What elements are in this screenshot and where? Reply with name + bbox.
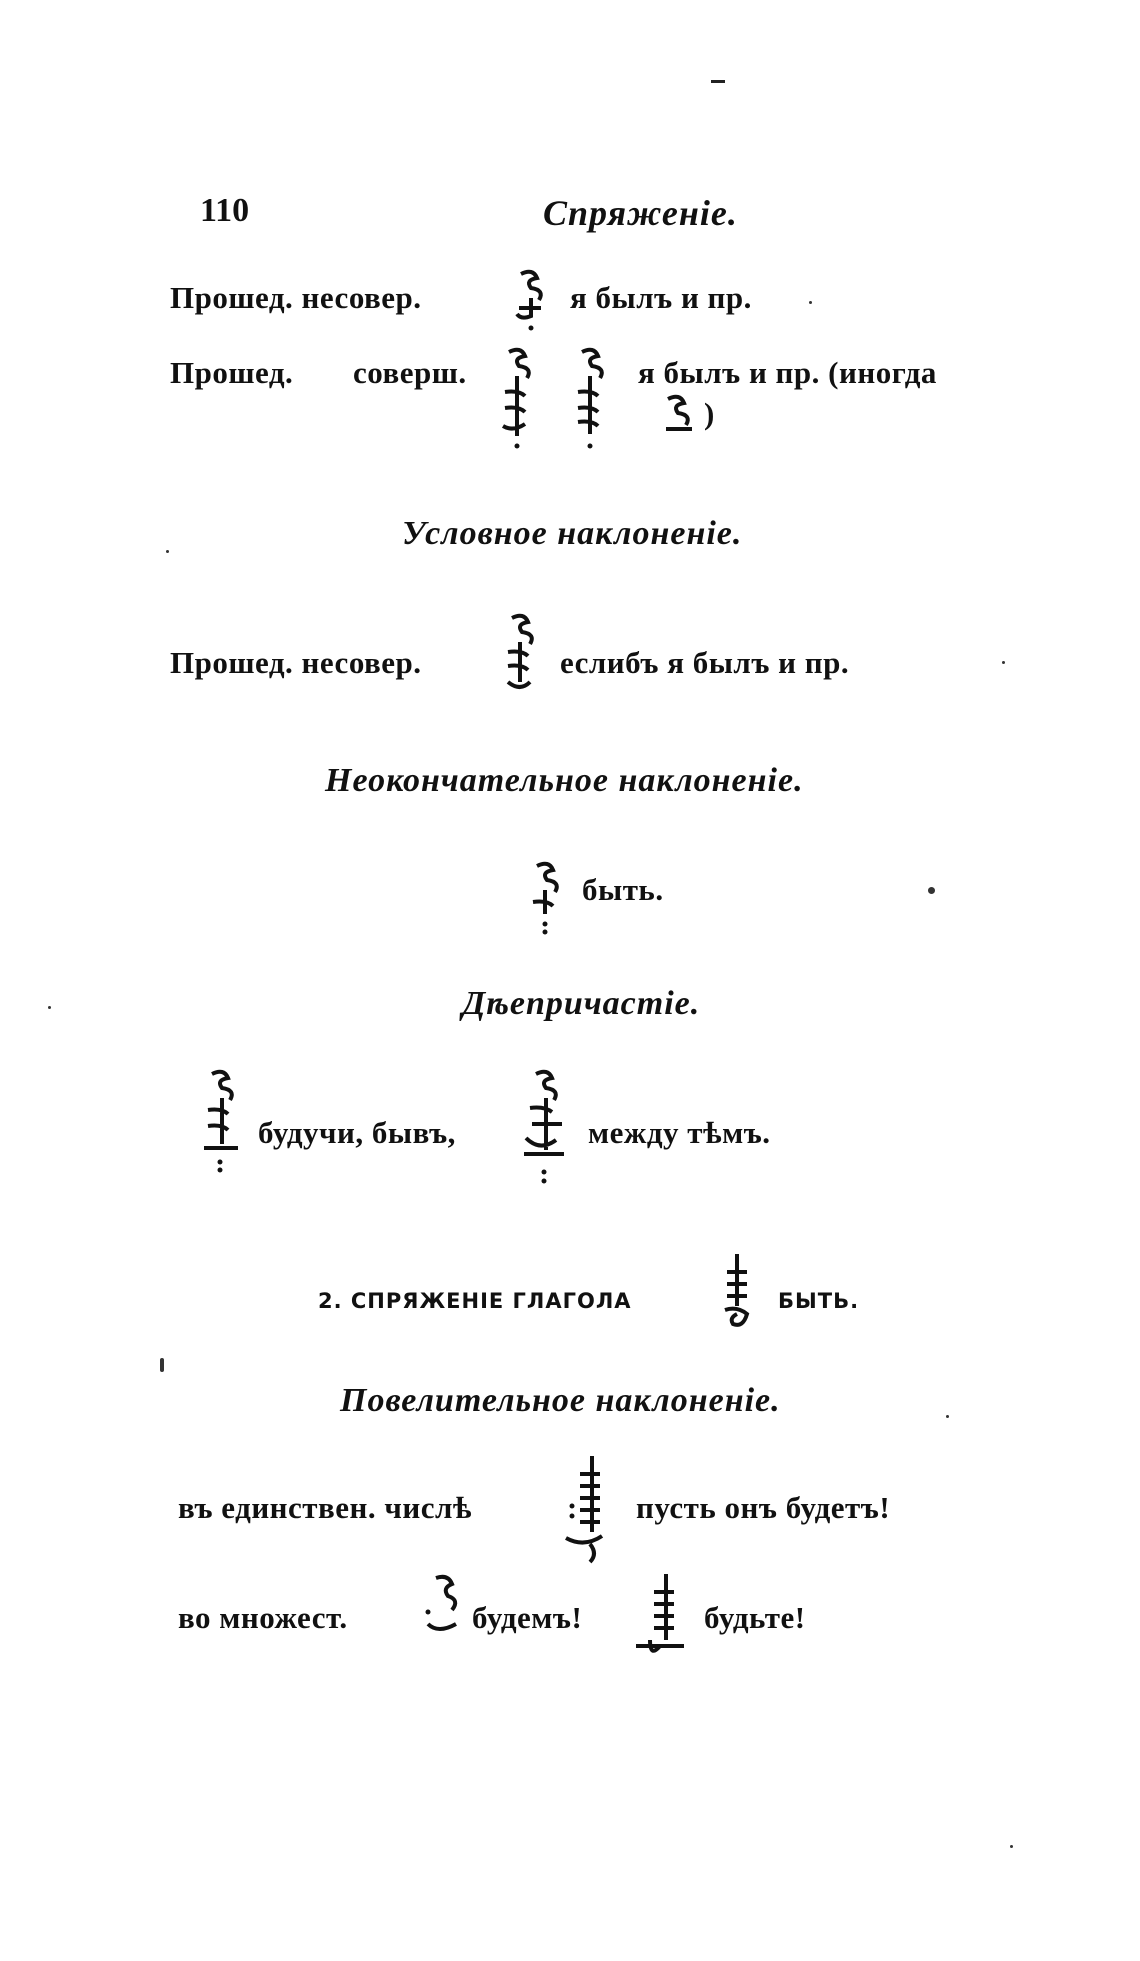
past-perfect-gloss-close: ) (704, 396, 715, 431)
past-imperfect-label: Прошед. несовер. (170, 280, 422, 315)
imperative-singular-label: въ единствен. числѣ (178, 1490, 472, 1525)
scan-speck (1002, 661, 1005, 664)
imperative-plural-gloss-1: будемъ! (472, 1600, 583, 1635)
scan-speck (946, 1415, 949, 1418)
section-heading-pre: 2. СПРЯЖЕНІЕ ГЛАГОЛА (318, 1289, 632, 1313)
infinitive-gloss: быть. (582, 872, 664, 907)
gerund-gloss-1: будучи, бывъ, (258, 1115, 456, 1150)
mongolian-script-glyph (660, 393, 698, 439)
scan-speck (160, 1358, 164, 1372)
imperative-plural-label: во множест. (178, 1600, 348, 1635)
scan-speck (928, 887, 935, 894)
mongolian-script-glyph (500, 612, 540, 698)
running-head: Спряженіе. (543, 193, 738, 233)
past-perfect-label: Прошед. (170, 355, 294, 390)
mongolian-script-glyph (511, 268, 551, 340)
mongolian-script-glyph (497, 346, 537, 456)
conditional-heading: Условное наклоненіе. (402, 515, 743, 552)
mongolian-script-glyph (200, 1068, 244, 1176)
mongolian-script-glyph (717, 1250, 757, 1338)
imperative-heading: Повелительное наклоненіе. (340, 1382, 781, 1419)
section-heading-post: БЫТЬ. (778, 1289, 860, 1313)
past-imperfect-gloss: я былъ и пр. (570, 280, 752, 315)
scan-speck (809, 301, 812, 304)
page-number: 110 (200, 192, 250, 229)
infinitive-heading: Неокончательное наклоненіе. (325, 762, 804, 799)
top-mark (711, 80, 725, 83)
scan-speck (166, 550, 169, 553)
past-perfect-label-2: соверш. (353, 355, 467, 390)
mongolian-script-glyph (520, 1068, 570, 1188)
conditional-label: Прошед. несовер. (170, 645, 422, 680)
mongolian-script-glyph (525, 860, 565, 938)
conditional-gloss: еслибъ я былъ и пр. (560, 645, 850, 680)
mongolian-script-glyph (562, 1452, 614, 1568)
gerund-gloss-2: между тѣмъ. (588, 1115, 771, 1150)
scan-speck (1010, 1845, 1013, 1848)
gerund-heading: Дѣепричастіе. (462, 985, 701, 1022)
mongolian-script-glyph (422, 1574, 464, 1648)
scan-speck (48, 1006, 51, 1009)
past-perfect-gloss: я былъ и пр. (иногда (638, 355, 937, 390)
mongolian-script-glyph (632, 1570, 688, 1666)
imperative-plural-gloss-2: будьте! (704, 1600, 806, 1635)
mongolian-script-glyph (570, 346, 610, 456)
imperative-singular-gloss: пусть онъ будетъ! (636, 1490, 891, 1525)
